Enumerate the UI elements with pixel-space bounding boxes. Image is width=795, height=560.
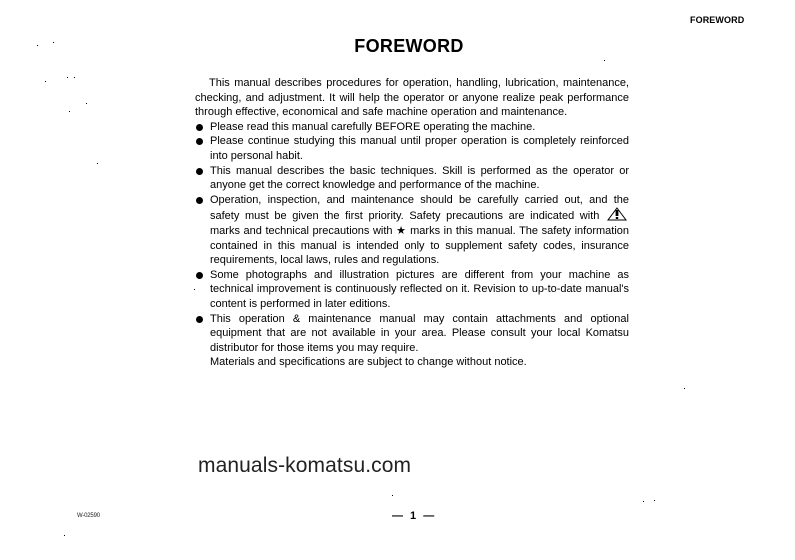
list-item <box>195 268 629 312</box>
scan-speck <box>53 42 54 43</box>
list-item-text: This operation & maintenance manual may contain attachments and optional equipment that are not available in your area. Please consult your local Komatsu distributor for those items you may require. <box>210 312 629 354</box>
scan-speck <box>97 163 98 164</box>
scan-speck <box>194 289 195 290</box>
scan-speck <box>654 500 655 501</box>
running-header: FOREWORD <box>690 15 745 25</box>
list-item <box>195 164 629 193</box>
document-code: W-02590 <box>77 513 100 519</box>
bullet-icon <box>196 197 203 204</box>
watermark-link[interactable]: manuals-komatsu.com <box>198 454 412 477</box>
list-item <box>195 120 629 135</box>
scan-speck <box>69 111 70 112</box>
scan-speck <box>604 60 605 61</box>
precautions-list <box>195 120 629 356</box>
list-item <box>195 134 629 163</box>
scan-speck <box>45 81 46 82</box>
bullet-icon <box>196 124 203 131</box>
list-item-text: Operation, inspection, and maintenance should be carefully carried out, and the safety must be given the first priority. Safety precautions are indicated with <box>210 193 629 223</box>
foreword-body <box>195 76 629 370</box>
scan-speck <box>64 535 65 536</box>
scan-speck <box>74 77 75 78</box>
bullet-icon <box>196 168 203 175</box>
scan-speck <box>684 388 685 389</box>
scan-speck <box>37 45 38 46</box>
bullet-icon <box>196 138 203 145</box>
scan-speck <box>392 495 393 496</box>
closing-note: Materials and specifications are subject to change without notice. <box>210 356 527 369</box>
scan-speck <box>67 77 68 78</box>
intro-paragraph: This manual describes procedures for operation, handling, lubrication, maintenance, checking, and adjustment. It will help the operator or anyone realize peak performance through effective, economical and safe machine operation and maintenance. <box>195 77 629 119</box>
page-number: — 1 — <box>392 510 437 522</box>
scan-speck <box>86 103 87 104</box>
list-item-text: Some photographs and illustration pictures are different from your machine as technical improvement is continuously reflected on it. Revision to up-to-date manual's content is performed in later editions. <box>210 268 629 310</box>
page-title: FOREWORD <box>354 36 464 56</box>
list-item-text: marks and technical precautions with ★ marks in this manual. The safety information contained in this manual is intended only to supplement safety codes, insurance requirements, local laws, rules and regulations. <box>210 224 629 267</box>
warning-triangle-icon <box>607 207 627 221</box>
scan-speck <box>643 501 644 502</box>
bullet-icon <box>196 272 203 279</box>
list-item <box>195 312 629 356</box>
list-item-text: This manual describes the basic techniques. Skill is performed as the operator or anyone get the correct knowledge and performance of the machine. <box>210 164 629 192</box>
bullet-icon <box>196 316 203 323</box>
list-item <box>195 193 629 268</box>
list-item-text: Please read this manual carefully BEFORE operating the machine. <box>210 120 536 133</box>
list-item-text: Please continue studying this manual until proper operation is completely reinforced into personal habit. <box>210 135 629 162</box>
